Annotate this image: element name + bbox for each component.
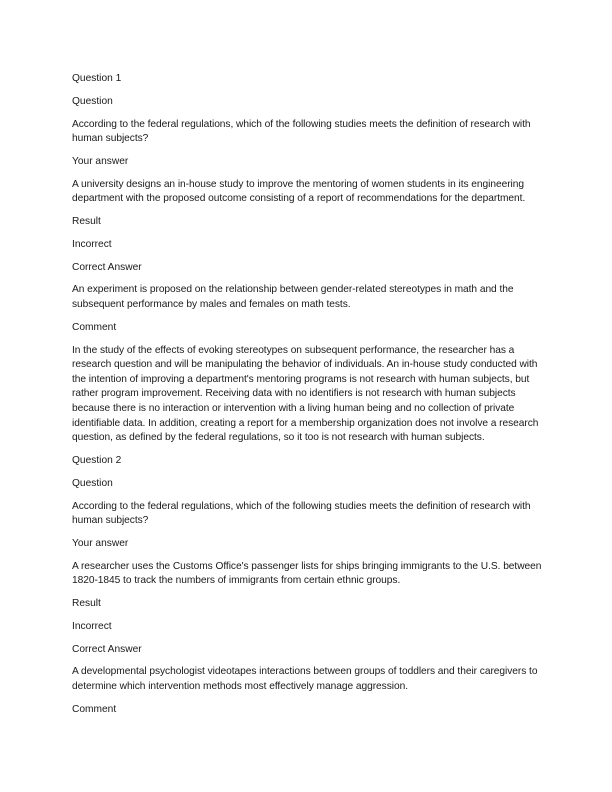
correct-answer-label: Correct Answer: [72, 643, 142, 655]
question-label: Question: [72, 477, 113, 489]
comment-label: Comment: [72, 703, 117, 715]
question-label: Question: [72, 95, 113, 107]
your-answer-text: A university designs an in-house study to improve the mentoring of women students in its engineering department with the proposed outcome consisting of a report of recommendations for the department.: [72, 178, 526, 205]
question-block-1: [72, 72, 546, 446]
comment-label: Comment: [72, 321, 117, 333]
comment-text: In the study of the effects of evoking stereotypes on subsequent performance, the researcher has a research question and will be manipulating the behavior of individuals. An in-house study conducted with the intention of improving a department's mentoring programs is not research with human subjects, but rather program improvement. Receiving data with no identifiers is not research with human subjects because there is no interaction or intervention with a living human being and no collection of private identifiable data. In addition, creating a report for a membership organization does not involve a research question, as defined by the federal regulations, so it too is not research with human subjects.: [72, 344, 539, 444]
question-heading: Question 2: [72, 454, 122, 466]
question-text: According to the federal regulations, which of the following studies meets the definition of research with human subjects?: [72, 118, 531, 145]
result-label: Result: [72, 216, 101, 228]
correct-answer-text: An experiment is proposed on the relationship between gender-related stereotypes in math and the subsequent performance by males and females on math tests.: [72, 284, 514, 311]
correct-answer-label: Correct Answer: [72, 261, 142, 273]
result-label: Result: [72, 598, 101, 610]
your-answer-label: Your answer: [72, 155, 129, 167]
question-block-2: [72, 454, 546, 717]
correct-answer-text: A developmental psychologist videotapes interactions between groups of toddlers and their caregivers to determine which intervention methods most effectively manage aggression.: [72, 666, 538, 692]
question-text: According to the federal regulations, which of the following studies meets the definition of research with human subjects?: [72, 500, 531, 527]
your-answer-label: Your answer: [72, 537, 129, 549]
your-answer-text: A researcher uses the Customs Office's passenger lists for ships bringing immigrants to the U.S. between 1820-1845 to track the numbers of immigrants from certain ethnic groups.: [72, 560, 542, 587]
question-heading: Question 1: [72, 73, 122, 84]
result-value: Incorrect: [72, 238, 112, 250]
result-value: Incorrect: [72, 620, 112, 632]
